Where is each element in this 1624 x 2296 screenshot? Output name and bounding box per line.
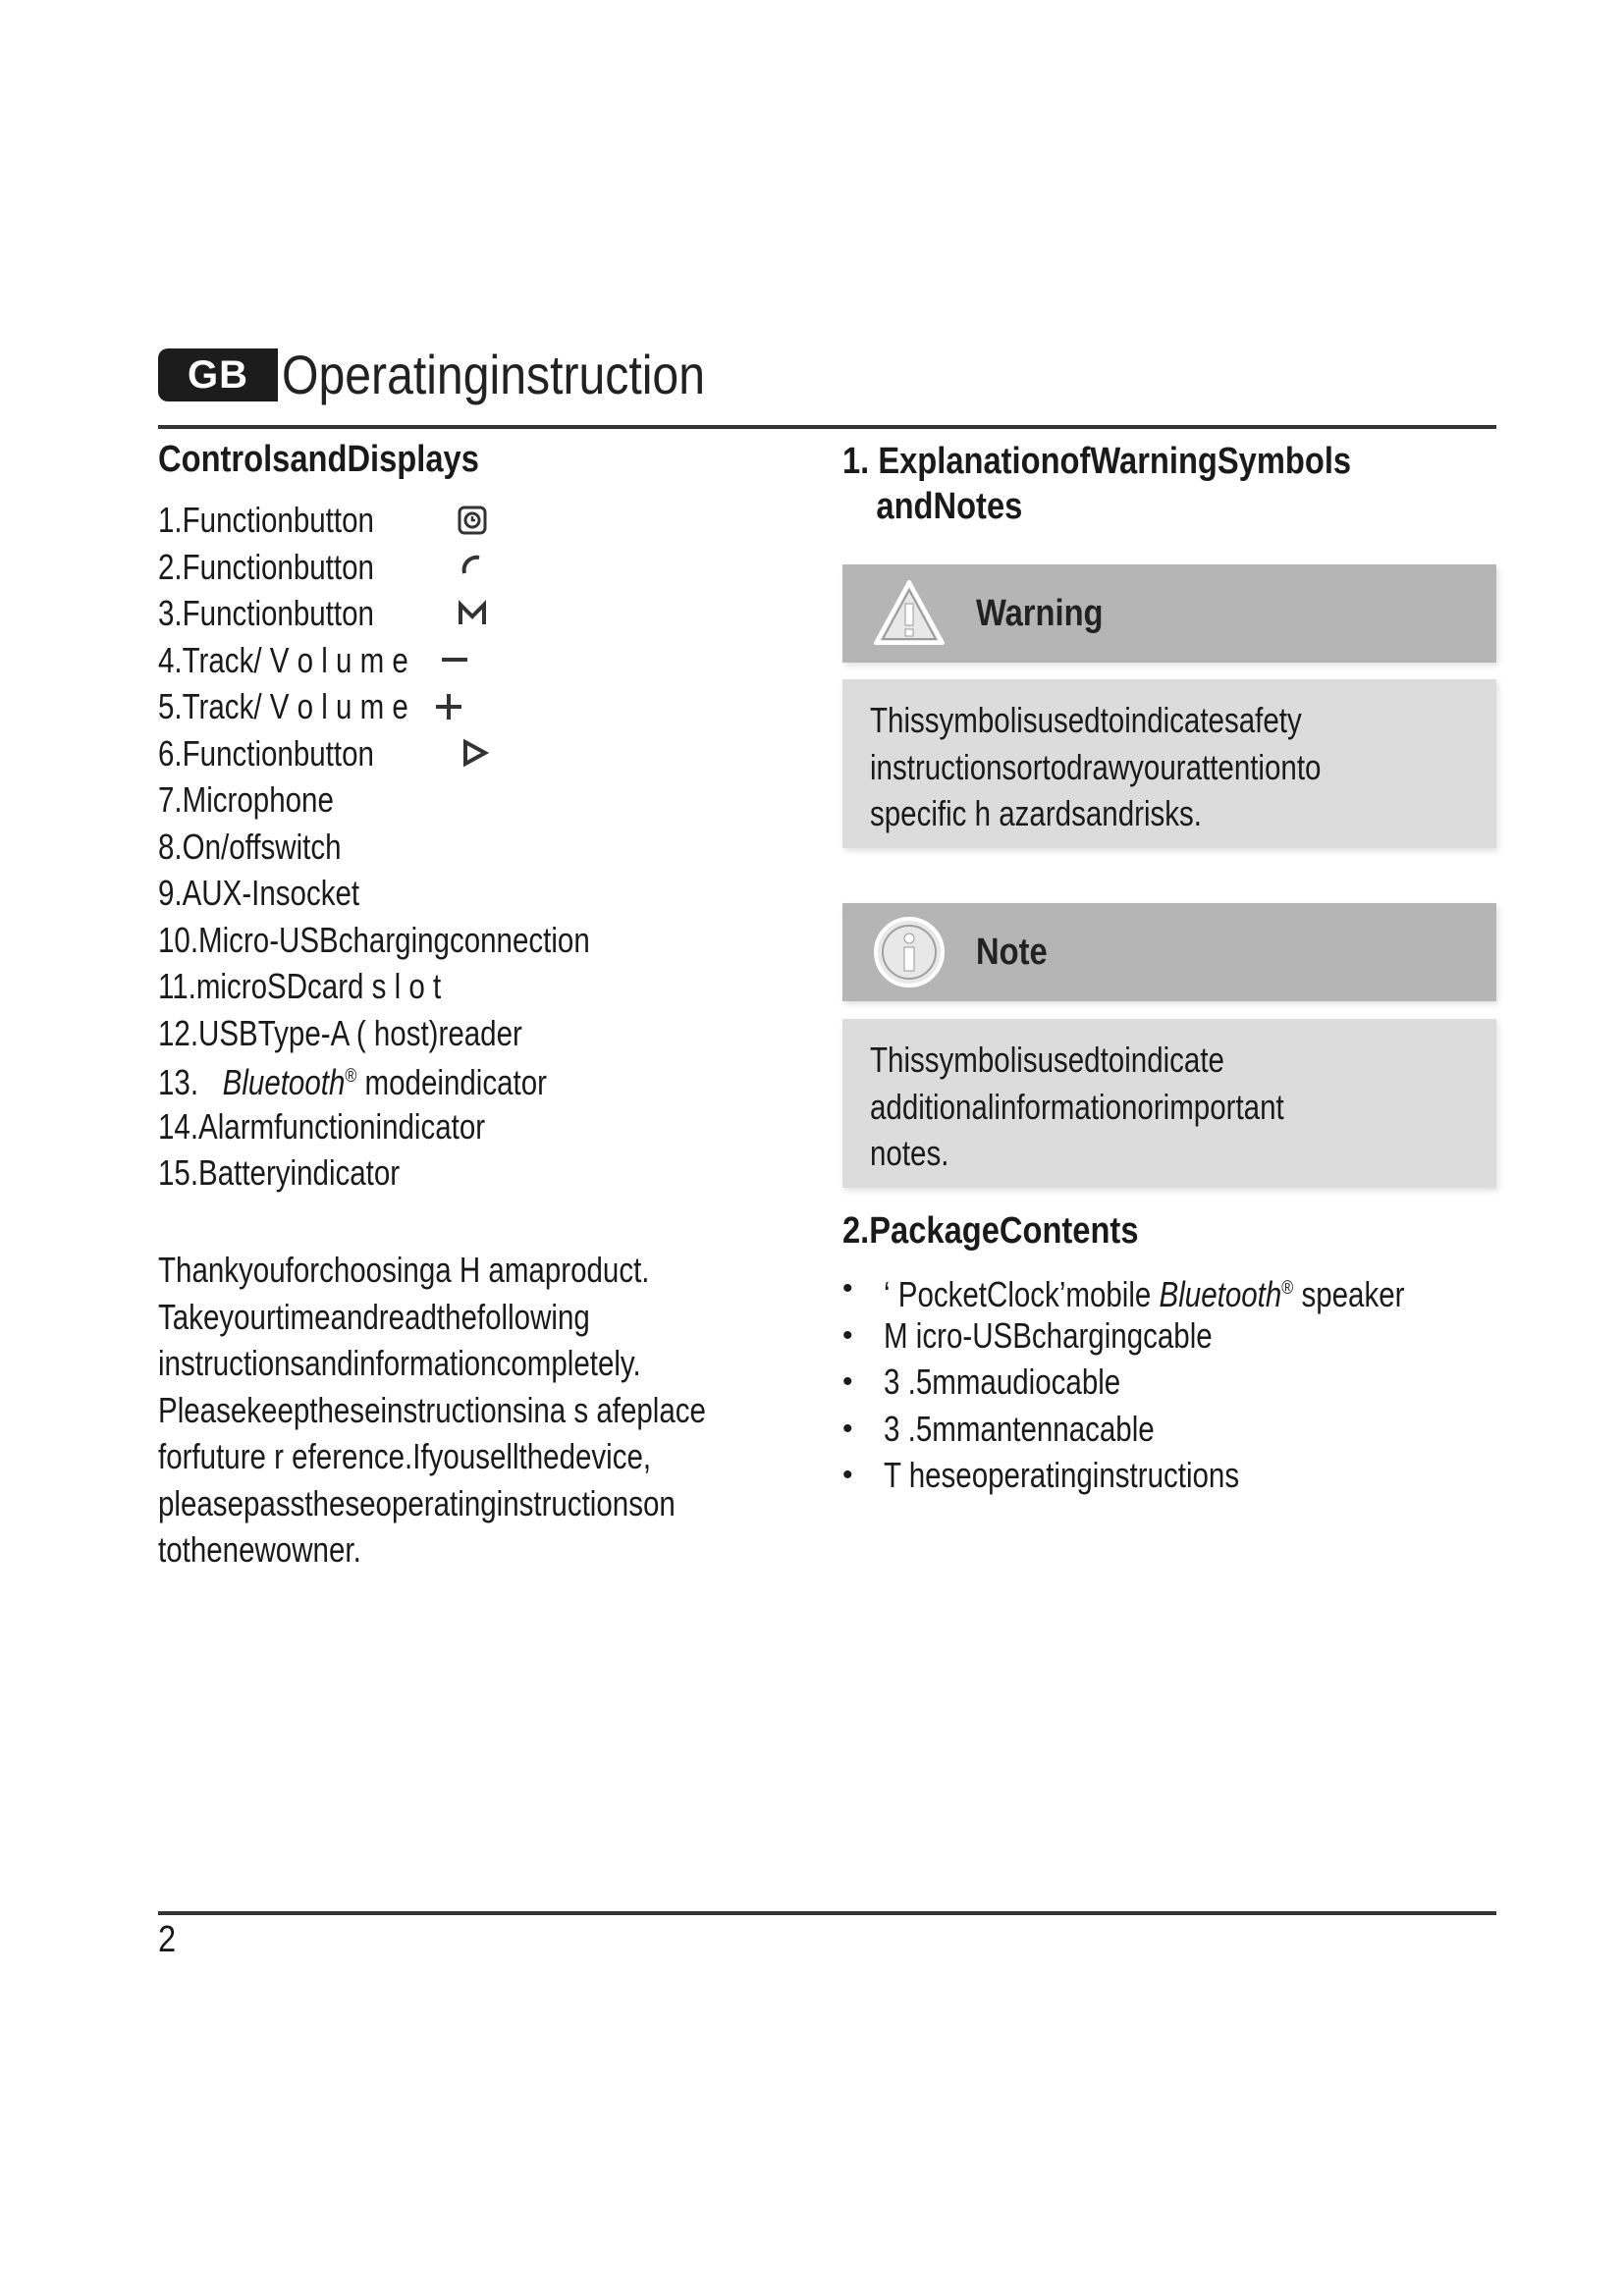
warning-title: Warning bbox=[976, 592, 1104, 634]
controls-heading: ControlsandDisplays bbox=[158, 439, 479, 480]
list-item bbox=[158, 963, 684, 1010]
list-item bbox=[842, 1265, 1519, 1312]
warning-line: specific h azardsandrisks. bbox=[870, 793, 1202, 833]
list-item bbox=[158, 1149, 684, 1197]
note-box-header bbox=[842, 903, 1496, 1001]
plus-icon bbox=[429, 687, 468, 726]
note-line: notes. bbox=[870, 1133, 949, 1173]
top-divider bbox=[158, 425, 1496, 429]
control-label: 9.AUX-Insocket bbox=[158, 873, 360, 913]
list-item bbox=[158, 1056, 684, 1103]
section1-heading-line: andNotes bbox=[876, 486, 1023, 527]
intro-line: forfuture r eference.Ifyousellthedevice, bbox=[158, 1436, 652, 1476]
section1-heading-line: 1. ExplanationofWarningSymbols bbox=[842, 441, 1352, 482]
controls-list bbox=[158, 497, 684, 1197]
list-item bbox=[842, 1406, 1519, 1453]
list-item bbox=[158, 730, 684, 777]
language-badge: GB bbox=[158, 348, 278, 401]
play-pause-icon bbox=[455, 733, 494, 773]
control-label bbox=[158, 1053, 547, 1106]
intro-line: Pleasekeeptheseinstructionsina s afeplace bbox=[158, 1389, 706, 1430]
alarm-clock-icon bbox=[453, 501, 492, 540]
list-item bbox=[842, 1452, 1519, 1499]
package-item: 3 .5mmantennacable bbox=[884, 1408, 1155, 1449]
intro-line: pleasepasstheseoperatinginstructionson bbox=[158, 1482, 676, 1523]
warning-triangle-icon bbox=[870, 574, 948, 653]
package-contents-list bbox=[842, 1265, 1519, 1499]
registered-mark: ® bbox=[345, 1065, 357, 1087]
list-item bbox=[158, 776, 684, 824]
page-number: 2 bbox=[158, 1919, 177, 1960]
package-item bbox=[884, 1265, 1404, 1318]
bluetooth-brand: Bluetooth bbox=[1159, 1274, 1282, 1314]
control-label: 5.Track/ V o l u m e bbox=[158, 686, 408, 726]
list-item bbox=[158, 824, 684, 871]
control-label: 6.Functionbutton bbox=[158, 732, 374, 774]
list-item bbox=[158, 683, 684, 730]
section2-heading: 2.PackageContents bbox=[842, 1210, 1139, 1252]
control-label: 1.Functionbutton bbox=[158, 500, 374, 540]
list-item bbox=[158, 637, 684, 684]
section1-heading bbox=[842, 439, 1351, 529]
list-item bbox=[158, 497, 684, 544]
page-title: Operatinginstruction bbox=[282, 344, 705, 405]
warning-box-body bbox=[842, 679, 1496, 848]
control-label: 14.Alarmfunctionindicator bbox=[158, 1105, 486, 1147]
package-item: T heseoperatinginstructions bbox=[884, 1455, 1240, 1495]
control-label: 10.Micro-USBchargingconnection bbox=[158, 919, 590, 960]
control-label: 12.USBType-A ( host)reader bbox=[158, 1012, 522, 1053]
note-line: additionalinformationorimportant bbox=[870, 1086, 1284, 1127]
list-item bbox=[158, 917, 684, 964]
list-item bbox=[842, 1312, 1519, 1360]
intro-line: tothenewowner. bbox=[158, 1529, 361, 1570]
bottom-divider bbox=[158, 1911, 1496, 1915]
package-item: M icro-USBchargingcable bbox=[884, 1314, 1213, 1356]
package-item-prefix: ‘ PocketClock’mobile bbox=[884, 1274, 1160, 1314]
note-line: Thissymbolisusedtoindicate bbox=[870, 1040, 1224, 1080]
intro-line: Thankyouforchoosinga H amaproduct. bbox=[158, 1250, 650, 1290]
info-circle-icon bbox=[870, 913, 948, 991]
warning-line: instructionsortodrawyourattentionto bbox=[870, 746, 1322, 787]
list-item bbox=[158, 1103, 684, 1150]
control-label: 8.On/offswitch bbox=[158, 826, 342, 867]
list-item bbox=[158, 544, 684, 591]
control-label: 4.Track/ V o l u m e bbox=[158, 639, 408, 680]
minus-icon bbox=[435, 640, 474, 679]
item-number: 13. bbox=[158, 1062, 199, 1102]
intro-line: Takeyourtimeandreadthefollowing bbox=[158, 1296, 590, 1337]
intro-paragraph bbox=[158, 1247, 786, 1574]
list-item bbox=[158, 870, 684, 917]
package-item-suffix: speaker bbox=[1293, 1274, 1405, 1314]
snooze-icon bbox=[453, 547, 492, 586]
note-box-body bbox=[842, 1019, 1496, 1188]
list-item bbox=[158, 1010, 684, 1057]
control-label: 3.Functionbutton bbox=[158, 593, 374, 633]
control-label: 2.Functionbutton bbox=[158, 546, 374, 587]
control-label: 11.microSDcard s l o t bbox=[158, 966, 442, 1006]
item-suffix: modeindicator bbox=[356, 1062, 547, 1102]
mode-m-icon bbox=[453, 594, 492, 633]
control-label: 7.Microphone bbox=[158, 779, 334, 820]
list-item bbox=[158, 590, 684, 637]
note-title: Note bbox=[976, 931, 1048, 973]
bluetooth-brand: Bluetooth bbox=[222, 1062, 346, 1102]
warning-line: Thissymbolisusedtoindicatesafety bbox=[870, 700, 1302, 740]
list-item bbox=[842, 1359, 1519, 1406]
package-item: 3 .5mmaudiocable bbox=[884, 1362, 1121, 1402]
registered-mark: ® bbox=[1281, 1277, 1294, 1299]
intro-line: instructionsandinformationcompletely. bbox=[158, 1343, 641, 1383]
warning-box-header bbox=[842, 564, 1496, 663]
control-label: 15.Batteryindicator bbox=[158, 1152, 401, 1193]
